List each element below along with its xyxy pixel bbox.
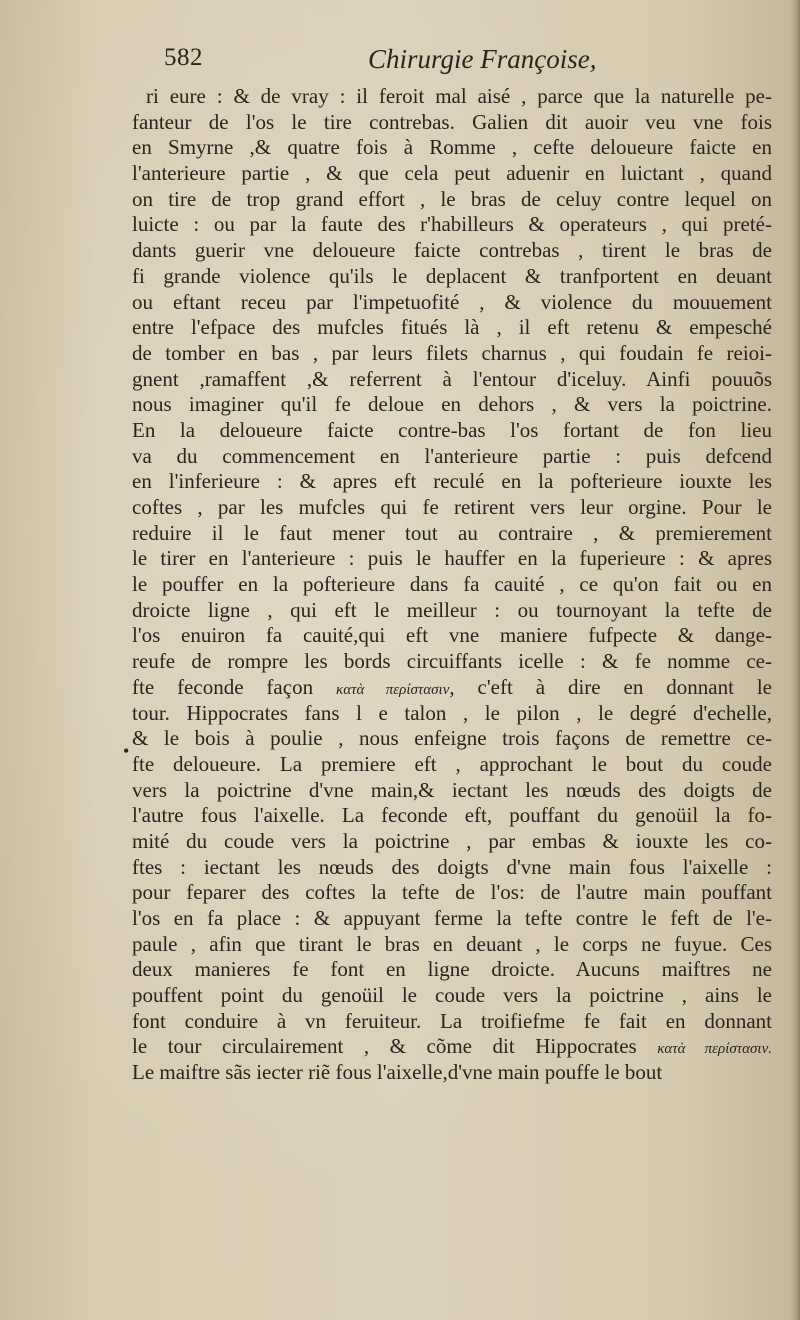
text-line: fte deloueure. La premiere eft , approchant le bout du coude (132, 751, 772, 776)
text-line: en l'inferieure : & apres eft reculé en la pofterieure iouxte les (132, 469, 772, 494)
text-line: dants guerir vne deloueure faicte contrebas , tirent le bras de (132, 238, 772, 263)
text-line: entre l'efpace des mufcles fitués là , il eft retenu & empesché (132, 315, 772, 340)
text-line: en Smyrne ,& quatre fois à Romme , cefte deloueure faicte en (132, 135, 772, 160)
text-line: & le bois à poulie , nous enfeigne trois façons de remettre ce- (132, 726, 772, 751)
page-header (0, 44, 800, 84)
text-line: le tour circulairement , & cõme dit Hippocrates κατὰ περίστασιν. (132, 1034, 772, 1059)
text-line: paule , afin que tirant le bras en deuant , le corps ne fuyue. Ces (132, 931, 772, 956)
text-line: le tirer en l'anterieure : puis le hauffer en la fuperieure : & apres (132, 546, 772, 571)
text-line: pour feparer des coftes la tefte de l'os: de l'autre main pouffant (132, 880, 772, 905)
text-line: nous imaginer qu'il fe deloue en dehors , & vers la poictrine. (132, 392, 772, 417)
text-line: tour. Hippocrates fans l e talon , le pilon , le degré d'echelle, (132, 700, 772, 725)
text-line: Le maiftre sãs iecter riẽ fous l'aixelle,d'vne main pouffe le bout (132, 1060, 663, 1085)
text-line: En la deloueure faicte contre-bas l'os fortant de fon lieu (132, 417, 772, 442)
text-line: font conduire à vn feruiteur. La troifiefme fe fait en donnant (132, 1008, 772, 1033)
text-line: ri eure : & de vray : il feroit mal aisé , parce que la naturelle pe- (146, 84, 772, 108)
text-line: l'os en fa place : & appuyant ferme la tefte contre le feft de l'e- (132, 906, 772, 930)
greek-phrase: κατὰ περίστασιν. (657, 1041, 772, 1058)
text-line: l'os enuiron fa cauité,qui eft vne maniere fufpecte & dange- (132, 623, 772, 648)
text-line: le pouffer en la pofterieure dans fa cauité , ce qu'on fait ou en (132, 572, 772, 597)
text-line: va du commencement en l'anterieure partie : puis defcend (132, 443, 772, 468)
text-line: droicte ligne , qui eft le meilleur : ou tournoyant la tefte de (132, 597, 772, 622)
text-line: de tomber en bas , par leurs filets charnus , qui foudain fe reioi- (132, 340, 772, 365)
body-text (132, 84, 772, 1086)
text-line: coftes , par les mufcles qui fe retirent vers leur orgine. Pour le (132, 495, 772, 519)
text-line: reufe de rompre les bords circuiffants icelle : & fe nomme ce- (132, 649, 772, 674)
text-line: l'anterieure partie , & que cela peut aduenir en luictant , quand (132, 161, 772, 186)
text-line: deux manieres fe font en ligne droicte. Aucuns maiftres ne (132, 957, 772, 982)
text-line: fte feconde façon κατὰ περίστασιν, c'eft à dire en donnant le (132, 674, 772, 699)
page-edge-shadow (790, 0, 800, 1320)
running-title: Chirurgie Françoise, (368, 44, 597, 74)
text-line: reduire il le faut mener tout au contraire , & premierement (132, 520, 772, 545)
page-number: 582 (164, 44, 203, 71)
text-line: mité du coude vers la poictrine , par embas & iouxte les co- (132, 828, 772, 853)
text-line: gnent ,ramaffent ,& referrent à l'entour d'iceluy. Ainfi pouuõs (132, 366, 772, 391)
text-line: fanteur de l'os le tire contrebas. Galien dit auoir veu vne fois (132, 109, 772, 134)
text-line: pouffent point du genoüil le coude vers la poictrine , ains le (132, 983, 772, 1008)
text-line: ftes : iectant les nœuds des doigts d'vne main fous l'aixelle : (132, 854, 772, 879)
text-line: on tire de trop grand effort , le bras de celuy contre lequel on (132, 186, 772, 211)
text-line: luicte : ou par la faute des r'habilleurs & operateurs , qui preté- (132, 212, 772, 237)
text-line: ou eftant receu par l'impetuofité , & violence du mouuement (132, 289, 772, 314)
margin-mark: • (123, 741, 130, 761)
greek-phrase: κατὰ περίστασιν (336, 681, 450, 698)
text-line: fi grande violence qu'ils le deplacent & tranfportent en deuant (132, 263, 772, 288)
text-line: l'autre fous l'aixelle. La feconde eft, pouffant du genoüil la fo- (132, 803, 772, 828)
text-line: vers la poictrine d'vne main,& iectant les nœuds des doigts de (132, 777, 772, 802)
